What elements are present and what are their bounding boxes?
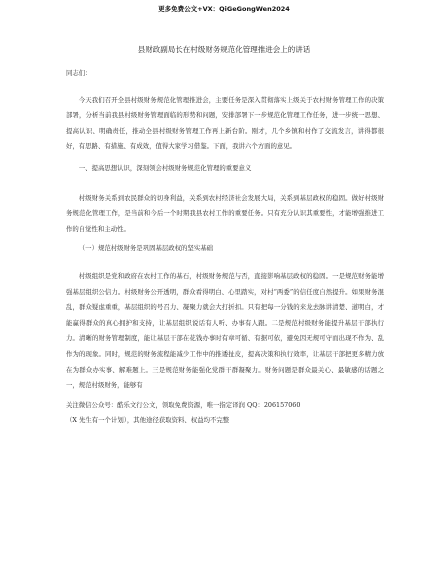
header-note: 更多免费公文+VX：QiGeGongWen2024 — [158, 5, 290, 13]
paragraph-intro: 今天我们召开全县村级财务规范化管理推进会，主要任务是深入贯彻落实上级关于农村财务管理工作的决策部署，分析当前我县村级财务管理面临的形势和问题，安排部署下一步规范化管理工作任务，进一步统一思想、提高认识、明确责任，推动全县村级财务管理工作再上新台阶。刚才，几个乡镇和村作了交流发言，讲得都很好，有思路、有措施、有成效，值得大家学习借鉴。下面，我讲六个方面的意见。 — [66, 95, 384, 151]
document-title: 县财政副局长在村级财务规范化管理推进会上的讲话 — [137, 45, 311, 54]
subsection-heading-1: （一）规范村级财务是巩固基层政权的坚实基础 — [78, 244, 213, 253]
salutation: 同志们： — [66, 69, 92, 77]
footer-promo-line-1: 关注微信公众号：酷乐文行公文，领取免费资源，唯一指定译润 QQ：206157060 — [66, 400, 301, 409]
document-body — [66, 66, 384, 429]
paragraph-section1: 村级财务关系到农民群众的切身利益，关系到农村经济社会发展大局，关系到基层政权的稳固。做好村级财务规范化管理工作，是当前和今后一个时期我县农村工作的重要任务。只有充分认识其重要性，才能增强推进工作的自觉性和主动性。 — [66, 193, 384, 233]
paragraph-subsection1: 村级组织是党和政府在农村工作的基石，村级财务规范与否，直接影响基层政权的稳固。一是规范财务能增强基层组织公信力。村级财务公开透明，群众看得明白、心里踏实，对村“两委”的信任度自然提升。如果财务混乱，群众疑虑重重，基层组织的号召力、凝聚力就会大打折扣。只有把每一分钱的来龙去脉讲清楚、道明白，才能赢得群众的真心拥护和支持，让基层组织说话有人听、办事有人跟。二是规范村级财务能提升基层干部执行力。清晰的财务管理制度，能让基层干部在花钱办事时有章可循、有据可依，避免因无规可守而出现不作为、乱作为的现象。同时，规范的财务流程能减少工作中的推诿扯皮，提高决策和执行效率，让基层干部把更多精力放在为群众办实事、解难题上。三是规范财务能强化党群干群凝聚力。财务问题是群众最关心、最敏感的话题之一，规范村级财务，能够有 — [66, 271, 384, 390]
footer-promo-line-2: （X 先生有一个计划），其他途径获取资料、权益均不完整 — [66, 416, 230, 425]
section-heading-1: 一、提高思想认识，深刻领会村级财务规范化管理的重要意义 — [78, 163, 252, 172]
